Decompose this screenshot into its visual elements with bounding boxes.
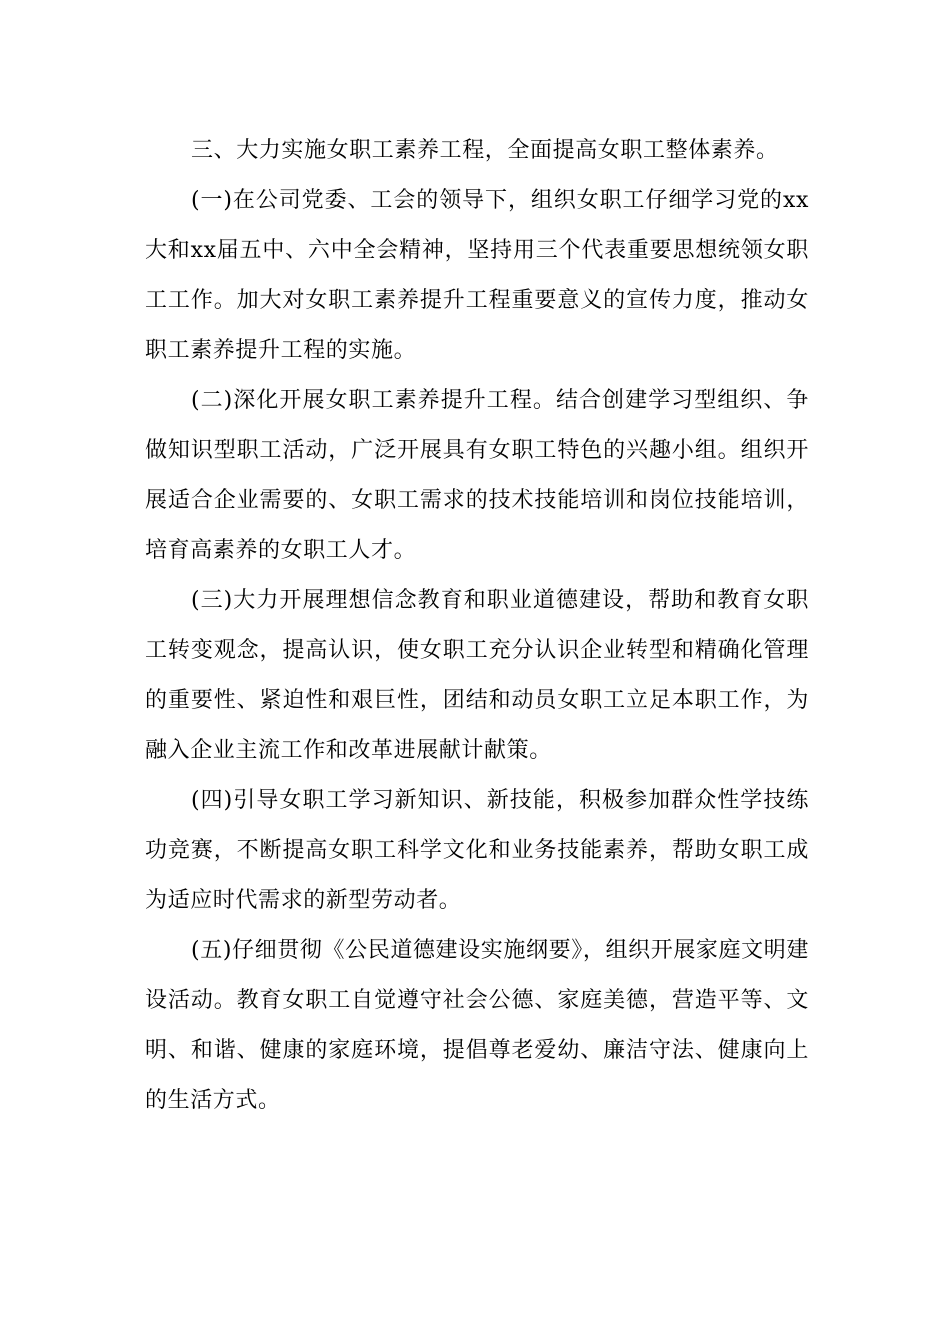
paragraph-item-4: (四)引导女职工学习新知识、新技能，积极参加群众性学技练功竞赛，不断提高女职工科学文化和业务技能素养，帮助女职工成为适应时代需求的新型劳动者。 (145, 788, 809, 913)
section-heading: 三、大力实施女职工素养工程，全面提高女职工整体素养。 (191, 138, 779, 163)
document-body (145, 126, 809, 1126)
paragraph-item-3: (三)大力开展理想信念教育和职业道德建设，帮助和教育女职工转变观念，提高认识，使女职工充分认识企业转型和精确化管理的重要性、紧迫性和艰巨性，团结和动员女职工立足本职工作，为融入企业主流工作和改革进展献计献策。 (145, 588, 809, 763)
paragraph-item-1: (一)在公司党委、工会的领导下，组织女职工仔细学习党的xx大和xx届五中、六中全会精神，坚持用三个代表重要思想统领女职工工作。加大对女职工素养提升工程重要意义的宣传力度，推动女职工素养提升工程的实施。 (145, 188, 809, 363)
paragraph-item-5: (五)仔细贯彻《公民道德建设实施纲要》，组织开展家庭文明建设活动。教育女职工自觉遵守社会公德、家庭美德，营造平等、文明、和谐、健康的家庭环境，提倡尊老爱幼、廉洁守法、健康向上的生活方式。 (145, 938, 809, 1113)
paragraph-item-2: (二)深化开展女职工素养提升工程。结合创建学习型组织、争做知识型职工活动，广泛开展具有女职工特色的兴趣小组。组织开展适合企业需要的、女职工需求的技术技能培训和岗位技能培训，培育高素养的女职工人才。 (145, 388, 809, 563)
